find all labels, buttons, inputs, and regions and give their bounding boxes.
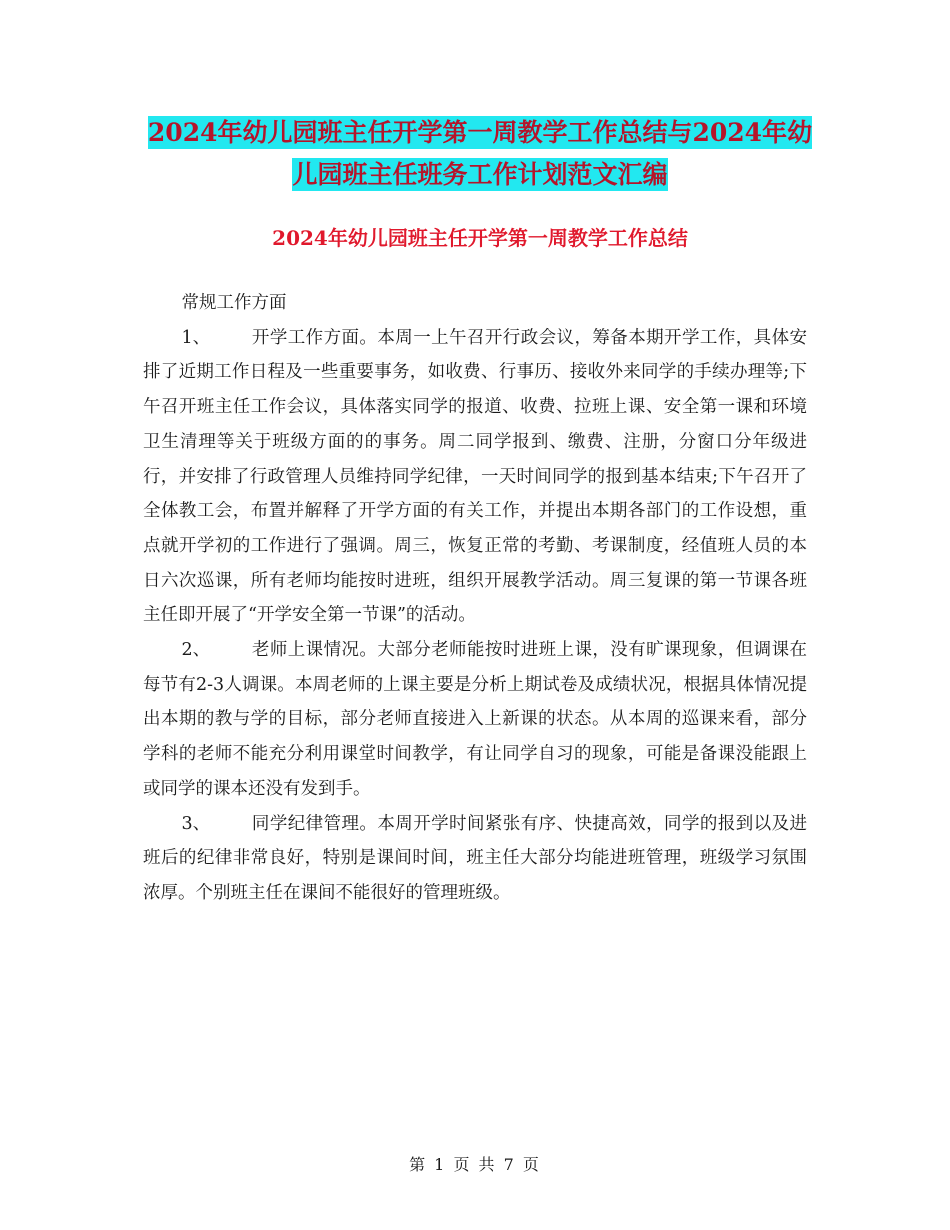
item-number: 1、: [181, 327, 211, 348]
page-footer: 第 1 页 共 7 页: [409, 1155, 541, 1174]
list-item: [143, 321, 807, 633]
intro-paragraph: 常规工作方面: [181, 293, 287, 313]
section-title: 2024年幼儿园班主任开学第一周教学工作总结: [272, 226, 688, 250]
document-title: [140, 112, 820, 196]
item-text: 老师上课情况。大部分老师能按时进班上课，没有旷课现象，但调课在每节有2-3人调课。本周老师的上课主要是分析上期试卷及成绩状况，根据具体情况提出本期的教与学的目标，部分老师直接进入上新课的状态。从本周的巡课来看，部分学科的老师不能充分利用课堂时间教学，有让同学自习的现象，可能是备课没能跟上或同学的课本还没有发到手。: [143, 640, 807, 799]
document-title-text: 2024年幼儿园班主任开学第一周教学工作总结与2024年幼儿园班主任班务工作计划范文汇编: [147, 118, 813, 189]
list-item: [143, 633, 807, 807]
list-item: [143, 807, 807, 911]
item-number: 3、: [181, 813, 211, 834]
item-text: 同学纪律管理。本周开学时间紧张有序、快捷高效，同学的报到以及进班后的纪律非常良好，特别是课间时间，班主任大部分均能进班管理，班级学习氛围浓厚。个别班主任在课间不能很好的管理班级。: [143, 813, 807, 903]
document-body: [143, 286, 807, 911]
item-number: 2、: [181, 640, 211, 661]
item-text: 开学工作方面。本周一上午召开行政会议，筹备本期开学工作，具体安排了近期工作日程及一些重要事务，如收费、行事历、接收外来同学的手续办理等;下午召开班主任工作会议，具体落实同学的报道、收费、拉班上课、安全第一课和环境卫生清理等关于班级方面的的事务。周二同学报到、缴费、注册，分窗口分年级进行，并安排了行政管理人员维持同学纪律，一天时间同学的报到基本结束;下午召开了全体教工会，布置并解释了开学方面的有关工作，并提出本期各部门的工作设想，重点就开学初的工作进行了强调。周三，恢复正常的考勤、考课制度，经值班人员的本日六次巡课，所有老师均能按时进班，组织开展教学活动。周三复课的第一节课各班主任即开展了“开学安全第一节课”的活动。: [143, 327, 807, 626]
